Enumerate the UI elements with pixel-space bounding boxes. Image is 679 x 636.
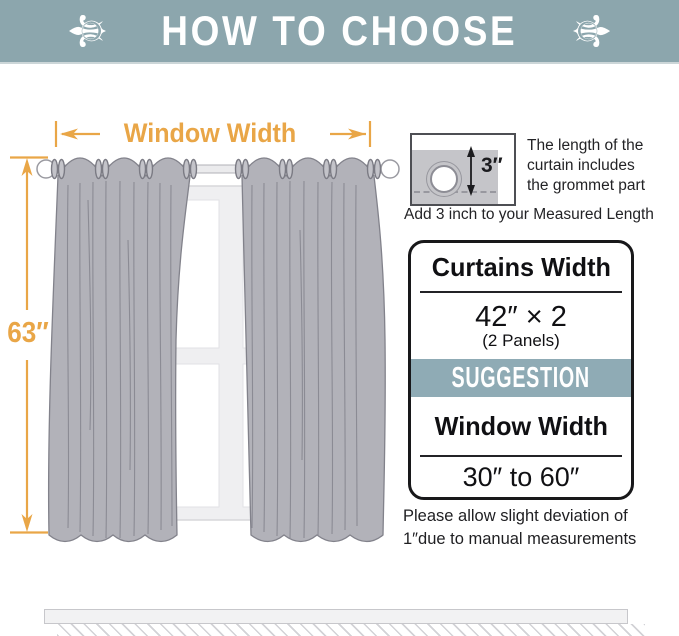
page-title: HOW TO CHOOSE: [161, 7, 518, 54]
suggestion-label: SUGGESTION: [451, 361, 591, 394]
grommet-description: [527, 136, 645, 196]
curtains-width-header: Curtains Width: [431, 251, 611, 282]
curtains-panels-note: (2 Panels): [482, 331, 560, 350]
table-row: [411, 293, 631, 359]
grommet-description-line: curtain includes: [527, 157, 635, 174]
grommet-description-line: the grommet part: [527, 177, 646, 194]
window-width-value: 30″ to 60″: [462, 461, 580, 492]
deviation-footnote: [403, 505, 636, 551]
grommet-stitch-line: [414, 191, 496, 193]
suggestion-banner: [411, 359, 631, 397]
curtain-height-label: 63″: [7, 317, 49, 349]
grommet-depth-label: 3″: [481, 154, 503, 177]
table-row: [411, 243, 631, 291]
add-length-note: Add 3 inch to your Measured Length: [404, 206, 654, 223]
window-width-label: Window Width: [123, 118, 297, 148]
fleur-de-lis-icon: ⚜: [561, 8, 620, 54]
size-suggestion-table: [408, 240, 634, 500]
footnote-line: Please allow slight deviation of: [403, 507, 628, 525]
table-row: [411, 397, 631, 455]
grommet-depth-arrow: [464, 145, 478, 197]
footnote-line: 1″due to manual measurements: [403, 530, 637, 548]
floor-line: [44, 609, 628, 624]
fleur-de-lis-icon: ⚜: [59, 8, 118, 54]
table-row: [411, 457, 631, 497]
floor-hatching: [57, 624, 645, 636]
grommet-diagram: [410, 133, 516, 206]
window-width-header: Window Width: [434, 410, 608, 441]
grommet-description-line: The length of the: [527, 137, 644, 154]
curtain-panel-left: [49, 158, 197, 542]
curtains-width-value: 42″ × 2: [475, 301, 567, 333]
curtain-panel-right: [236, 158, 386, 542]
grommet-hole: [430, 165, 458, 193]
